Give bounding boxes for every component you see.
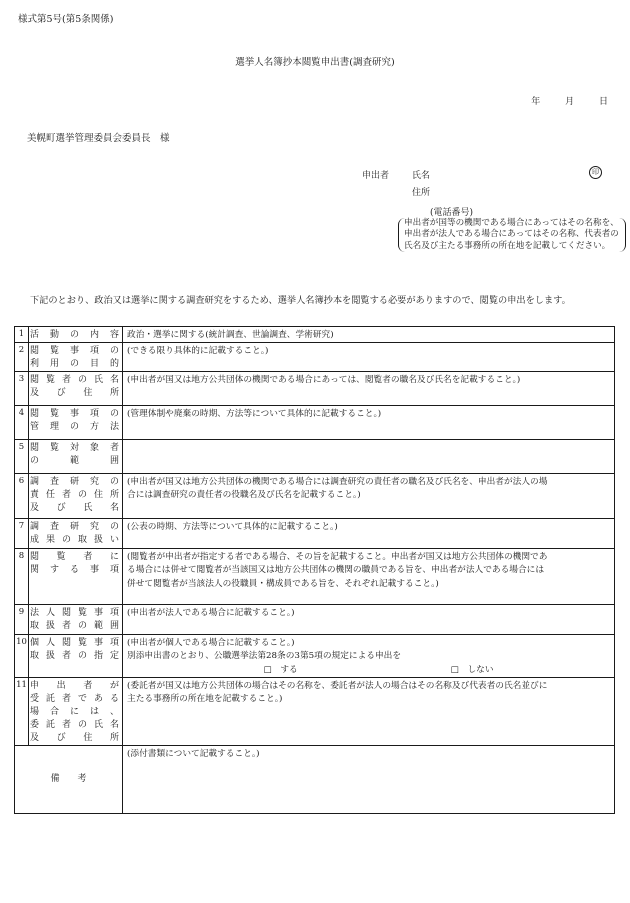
- row-content-line: (申出者が国又は地方公共団体の機関である場合にあっては、閲覧者の職名及び氏名を記載すること。): [127, 375, 521, 386]
- row-content[interactable]: [123, 327, 615, 343]
- row-content-line: 別添申出書のとおり、公職選挙法第28条の3第5項の規定による申出を: [127, 651, 402, 662]
- row-label-line: 場合には、: [30, 706, 119, 717]
- row-content[interactable]: [123, 343, 615, 372]
- table-row: [15, 519, 615, 549]
- table-row: [15, 474, 615, 519]
- date-month: 月: [565, 97, 575, 107]
- remarks-row: [15, 745, 615, 813]
- row-label-line: 利用の目的: [30, 359, 119, 370]
- checkbox-yes[interactable]: □ する: [263, 664, 298, 675]
- row-label: [29, 519, 123, 549]
- checkbox-no[interactable]: □ しない: [450, 664, 494, 675]
- row-label-line: 及び氏名: [30, 503, 119, 514]
- row-content[interactable]: [123, 406, 615, 440]
- row-label-line: 閲覧事項の: [30, 409, 119, 420]
- row-label-line: 委託者の氏名: [30, 719, 119, 730]
- row-content[interactable]: [123, 549, 615, 605]
- row-label: [29, 677, 123, 745]
- row-label-line: 調査研究の: [30, 477, 119, 488]
- row-label-line: 管理の方法: [30, 422, 119, 433]
- row-label-line: 及び住所: [30, 732, 119, 743]
- row-number: 10: [15, 635, 29, 678]
- row-number: 8: [15, 549, 29, 605]
- row-content-line: 主たる事務所の所在地を記載すること。): [127, 694, 283, 705]
- row-label-line: 閲覧対象者: [30, 443, 119, 454]
- row-number: 6: [15, 474, 29, 519]
- table-row: [15, 605, 615, 635]
- row-number: 3: [15, 372, 29, 406]
- row-content[interactable]: [123, 440, 615, 474]
- row-content-line: (管理体制や廃棄の時期、方法等について具体的に記載すること。): [127, 409, 382, 420]
- date-day: 日: [598, 97, 608, 107]
- row-label: [29, 372, 123, 406]
- checkbox-group: [127, 664, 610, 677]
- address-label: 住所: [412, 188, 431, 198]
- row-label-line: 取扱者の指定: [30, 651, 119, 662]
- addressee: 美幌町選挙管理委員会委員長 様: [27, 133, 170, 144]
- row-label: [29, 605, 123, 635]
- row-content[interactable]: [123, 474, 615, 519]
- table-row: [15, 635, 615, 678]
- form-number: 様式第5号(第5条関係): [18, 14, 114, 25]
- row-label: [29, 549, 123, 605]
- row-number: 11: [15, 677, 29, 745]
- row-label: [29, 440, 123, 474]
- row-number: 9: [15, 605, 29, 635]
- row-label-line: 法人閲覧事項: [30, 608, 119, 619]
- table-row: [15, 677, 615, 745]
- date-year: 年: [531, 97, 541, 107]
- row-content-line: 政治・選挙に関する(統計調査、世論調査、学術研究): [127, 330, 334, 340]
- row-label-line: 及び住所: [30, 388, 119, 399]
- row-label-line: 受託者である: [30, 693, 119, 704]
- applicant-note: 申出者が国等の機関である場合にあってはその名称を、申出者が法人である場合にあってはその名称、代表者の氏名及び主たる事務所の所在地を記載してください。: [398, 218, 626, 252]
- row-number: 2: [15, 343, 29, 372]
- row-content-line: (できる限り具体的に記載すること。): [127, 346, 269, 357]
- row-label-line: 閲覧者の氏名: [30, 375, 119, 386]
- row-content[interactable]: [123, 605, 615, 635]
- table-row: [15, 327, 615, 343]
- row-content-line: (申出者が法人である場合に記載すること。): [127, 608, 295, 619]
- row-label: [29, 635, 123, 678]
- row-label-line: 閲覧事項の: [30, 346, 119, 357]
- table-row: [15, 549, 615, 605]
- row-label-line: の範囲: [30, 456, 119, 467]
- row-label-line: 関する事項: [30, 565, 119, 576]
- row-label-line: 申出者が: [30, 680, 119, 691]
- remarks-line: (添付書類について記載すること。): [127, 748, 260, 759]
- phone-label: (電話番号): [430, 208, 474, 218]
- row-label: [29, 327, 123, 343]
- row-label-line: 取扱者の範囲: [30, 621, 119, 632]
- row-content[interactable]: [123, 635, 615, 678]
- table-row: [15, 406, 615, 440]
- row-label-line: 個人閲覧事項: [30, 638, 119, 649]
- intro-text: 下記のとおり、政治又は選挙に関する調査研究をするため、選挙人名簿抄本を閲覧する必要がありますので、閲覧の申出をします。: [30, 295, 571, 306]
- row-number: 1: [15, 327, 29, 343]
- row-content[interactable]: [123, 372, 615, 406]
- row-label: [29, 406, 123, 440]
- row-content-line: (申出者が国又は地方公共団体の機関である場合には調査研究の責任者の職名及び氏名を、申出者が法人の場: [127, 477, 548, 488]
- row-label-line: 責任者の住所: [30, 490, 119, 501]
- row-content[interactable]: [123, 677, 615, 745]
- row-label-line: 閲覧者に: [30, 552, 119, 563]
- date-line: [509, 96, 608, 108]
- table-row: [15, 343, 615, 372]
- application-table: [14, 326, 615, 814]
- row-label-line: 成果の取扱い: [30, 535, 119, 546]
- row-content-line: る場合には併せて閲覧者が当該国又は地方公共団体の機関の職員である旨を、申出者が法人である場合には: [127, 565, 544, 576]
- table-row: [15, 372, 615, 406]
- row-number: 4: [15, 406, 29, 440]
- row-content-line: (申出者が個人である場合に記載すること。): [127, 638, 295, 649]
- row-label: [29, 343, 123, 372]
- table-row: [15, 440, 615, 474]
- row-content-line: (委託者が国又は地方公共団体の場合はその名称を、委託者が法人の場合はその名称及び代表者の氏名並びに: [127, 680, 548, 691]
- seal-mark: 印: [589, 166, 602, 179]
- remarks-label: 備 考: [15, 745, 123, 813]
- row-label: [29, 474, 123, 519]
- row-label-line: 調査研究の: [30, 522, 119, 533]
- row-content[interactable]: [123, 519, 615, 549]
- row-number: 5: [15, 440, 29, 474]
- row-content-line: 合には調査研究の責任者の役職名及び氏名を記載すること。): [127, 490, 361, 501]
- row-content-line: 併せて閲覧者が当該法人の役職員・構成員である旨を、それぞれ記載すること。): [127, 578, 439, 589]
- row-content-line: (閲覧者が申出者が指定する者である場合、その旨を記載すること。申出者が国又は地方公共団体の機関であ: [127, 552, 548, 563]
- row-label-line: 活動の内容: [30, 330, 119, 340]
- applicant-label: 申出者: [362, 171, 390, 181]
- name-label: 氏名: [412, 171, 431, 181]
- row-content-line: (公表の時期、方法等について具体的に記載すること。): [127, 522, 338, 533]
- row-number: 7: [15, 519, 29, 549]
- page-title: 選挙人名簿抄本閲覧申出書(調査研究): [235, 57, 395, 68]
- remarks-content[interactable]: [123, 745, 615, 813]
